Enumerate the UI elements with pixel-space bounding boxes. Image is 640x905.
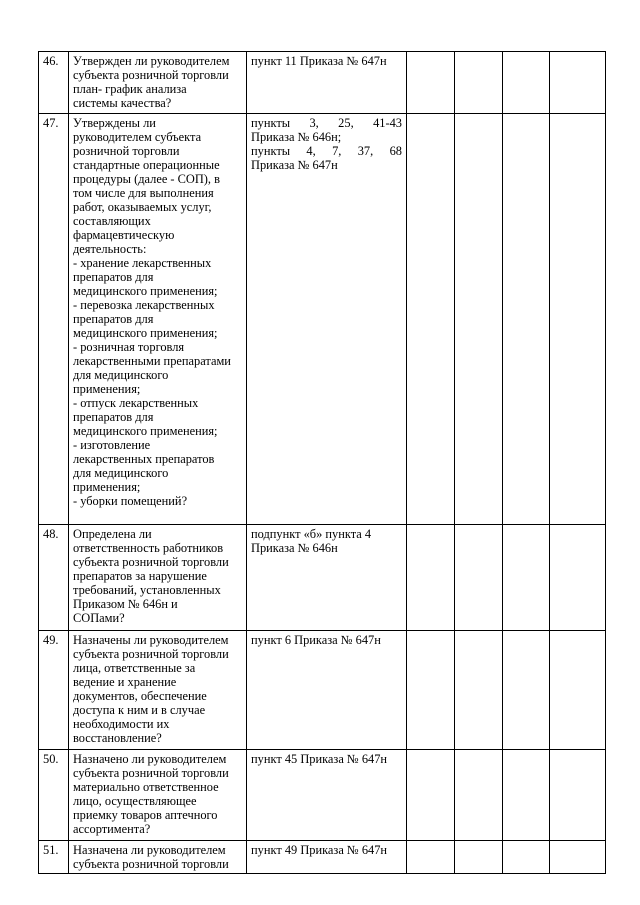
answer-cell[interactable] (503, 114, 550, 525)
reference-cell: пункт 49 Приказа № 647н (247, 841, 407, 874)
checklist-table (38, 51, 606, 874)
answer-cell[interactable] (455, 52, 503, 114)
table-row (39, 841, 606, 874)
reference-line: пункты 3, 25, 41-43 (251, 116, 402, 130)
answer-cell[interactable] (455, 841, 503, 874)
answer-cell[interactable] (503, 52, 550, 114)
question-cell: Определена ли ответственность работников субъекта розничной торговли препаратов за нарушение требований, установленных Приказом № 646н и СОПами? (69, 525, 247, 631)
answer-cell[interactable] (455, 114, 503, 525)
answer-cell[interactable] (455, 631, 503, 750)
table-row (39, 52, 606, 114)
answer-cell[interactable] (550, 114, 606, 525)
answer-cell[interactable] (455, 750, 503, 841)
answer-cell[interactable] (407, 114, 455, 525)
reference-cell: пункты 3, 25, 41-43 Приказа № 646н; пункты 4, 7, 37, 68 Приказа № 647н (247, 114, 407, 525)
answer-cell[interactable] (503, 525, 550, 631)
reference-cell: подпункт «б» пункта 4 Приказа № 646н (247, 525, 407, 631)
table-row (39, 525, 606, 631)
question-cell: Назначены ли руководителем субъекта розничной торговли лица, ответственные за ведение и хранение документов, обеспечение доступа к ним и в случае необходимости их восстановление? (69, 631, 247, 750)
table-row (39, 631, 606, 750)
reference-cell: пункт 6 Приказа № 647н (247, 631, 407, 750)
reference-cell: пункт 45 Приказа № 647н (247, 750, 407, 841)
reference-line: пункты 4, 7, 37, 68 (251, 144, 402, 158)
answer-cell[interactable] (407, 631, 455, 750)
row-number: 47. (39, 114, 69, 525)
answer-cell[interactable] (407, 841, 455, 874)
question-cell: Назначено ли руководителем субъекта розничной торговли материально ответственное лицо, осуществляющее приемку товаров аптечного ассортимента? (69, 750, 247, 841)
question-cell: Назначена ли руководителем субъекта розничной торговли (69, 841, 247, 874)
row-number: 49. (39, 631, 69, 750)
table-row (39, 114, 606, 525)
answer-cell[interactable] (503, 631, 550, 750)
row-number: 46. (39, 52, 69, 114)
question-cell: Утвержден ли руководителем субъекта розничной торговли план- график анализа системы качества? (69, 52, 247, 114)
answer-cell[interactable] (550, 750, 606, 841)
question-cell: Утверждены ли руководителем субъекта розничной торговли стандартные операционные процедуры (далее - СОП), в том числе для выполнения работ, оказываемых услуг, составляющих фармацевтическую деятельность: - хранение лекарственных препаратов для медицинского применения; - перевозка лекарственных препаратов для медицинского применения; - розничная торговля лекарственными препаратами для медицинского применения; - отпуск лекарственных препаратов для медицинского применения; - изготовление лекарственных препаратов для медицинского применения; - уборки помещений? (69, 114, 247, 525)
row-number: 51. (39, 841, 69, 874)
row-number: 48. (39, 525, 69, 631)
answer-cell[interactable] (407, 750, 455, 841)
answer-cell[interactable] (550, 52, 606, 114)
answer-cell[interactable] (455, 525, 503, 631)
answer-cell[interactable] (550, 525, 606, 631)
reference-cell: пункт 11 Приказа № 647н (247, 52, 407, 114)
row-number: 50. (39, 750, 69, 841)
answer-cell[interactable] (503, 750, 550, 841)
answer-cell[interactable] (550, 841, 606, 874)
answer-cell[interactable] (550, 631, 606, 750)
answer-cell[interactable] (407, 525, 455, 631)
answer-cell[interactable] (407, 52, 455, 114)
table-row (39, 750, 606, 841)
answer-cell[interactable] (503, 841, 550, 874)
